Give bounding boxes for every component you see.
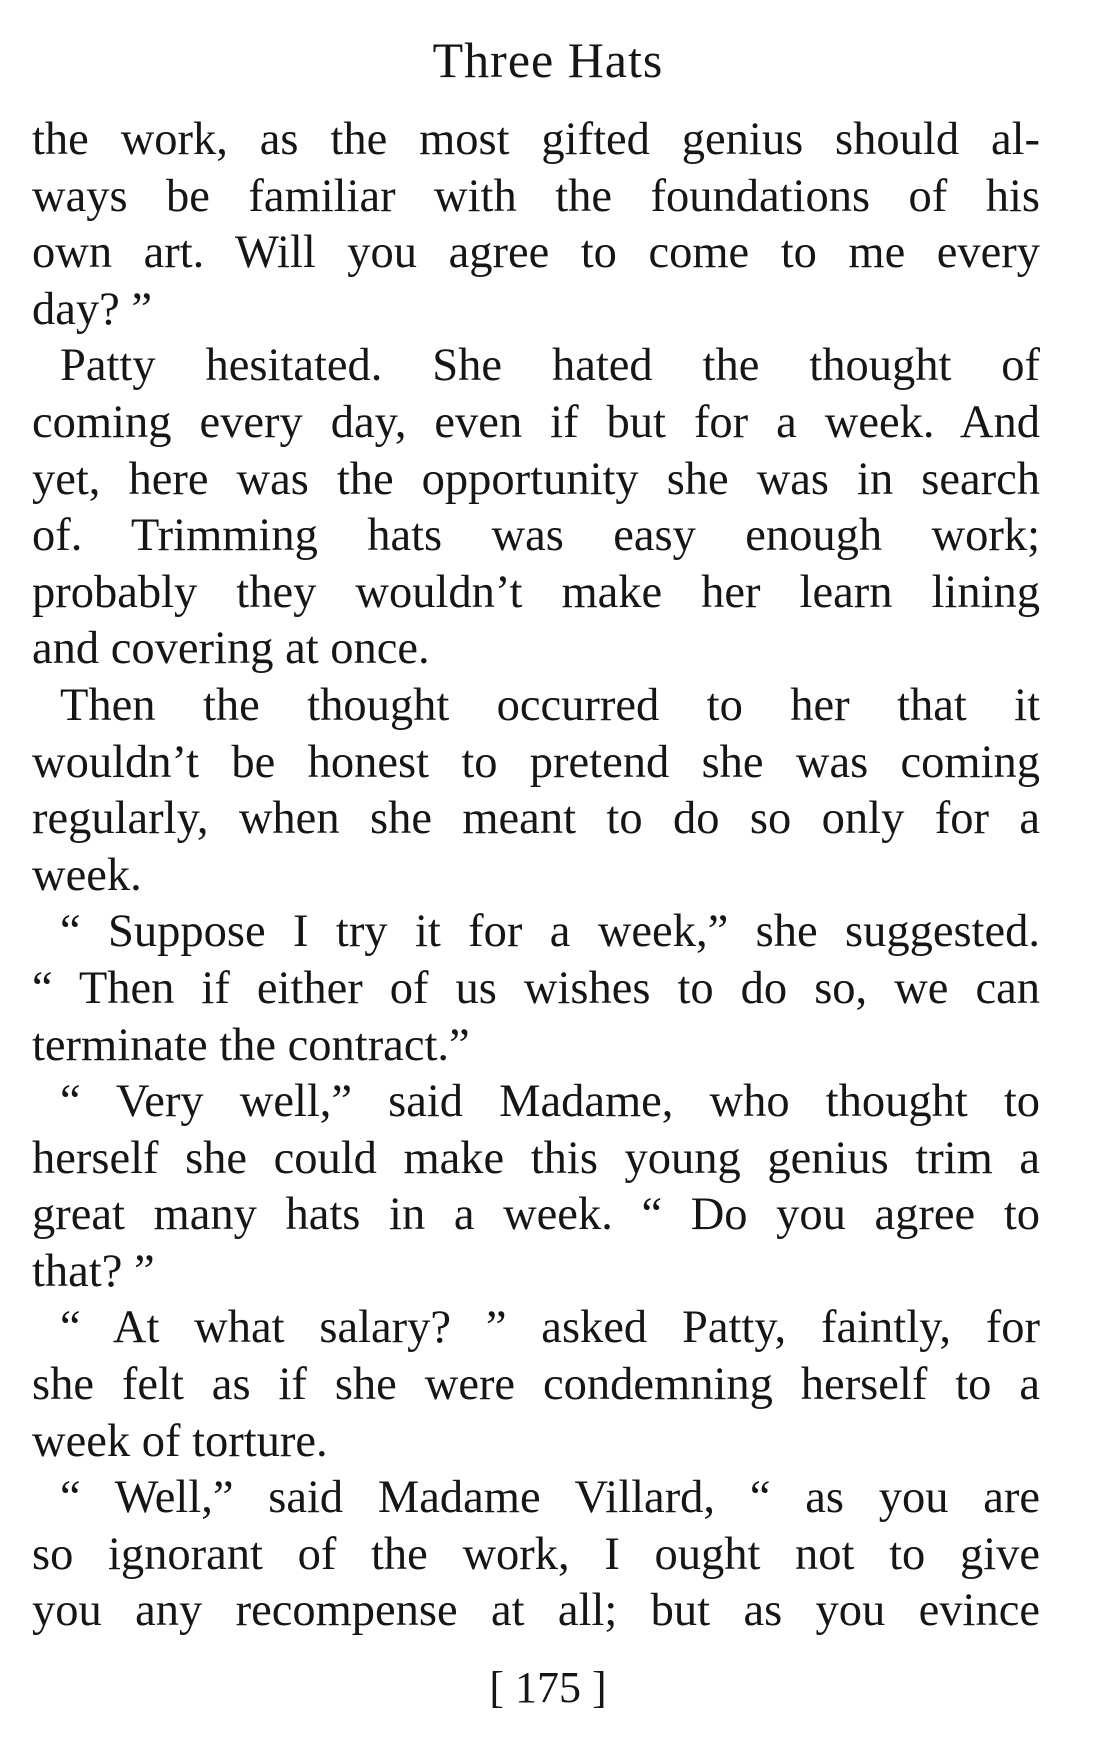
body-text bbox=[32, 112, 1040, 1640]
text-line: own art. Will you agree to come to me every bbox=[32, 227, 1040, 279]
text-line: week of torture. bbox=[32, 1415, 328, 1467]
text-line: of. Trimming hats was easy enough work; bbox=[32, 510, 1040, 562]
running-head: Three Hats bbox=[432, 32, 664, 88]
text-line: week. bbox=[32, 849, 142, 901]
text-line: yet, here was the opportunity she was in search bbox=[32, 453, 1040, 505]
text-line: you any recompense at all; but as you evince bbox=[32, 1585, 1040, 1637]
text-line: she felt as if she were condemning herself to a bbox=[32, 1359, 1040, 1411]
text-line: “ Very well,” said Madame, who thought to bbox=[60, 1076, 1040, 1128]
text-line: wouldn’t be honest to pretend she was coming bbox=[32, 736, 1040, 788]
text-line: the work, as the most gifted genius should al- bbox=[32, 114, 1040, 165]
text-line: terminate the contract.” bbox=[32, 1019, 470, 1071]
text-line: “ Then if either of us wishes to do so, we can bbox=[32, 962, 1040, 1014]
text-line: so ignorant of the work, I ought not to give bbox=[32, 1528, 1040, 1580]
text-line: Patty hesitated. She hated the thought of bbox=[60, 340, 1040, 392]
text-line: coming every day, even if but for a week. And bbox=[32, 396, 1040, 448]
text-line: and covering at once. bbox=[32, 623, 430, 675]
text-line: regularly, when she meant to do so only for a bbox=[32, 793, 1040, 845]
text-line: ways be familiar with the foundations of his bbox=[32, 170, 1040, 222]
text-line: “ At what salary? ” asked Patty, faintly, for bbox=[60, 1302, 1040, 1354]
text-line: great many hats in a week. “ Do you agree to bbox=[32, 1189, 1040, 1241]
text-line: probably they wouldn’t make her learn lining bbox=[32, 566, 1040, 618]
text-line: herself she could make this young genius trim a bbox=[32, 1132, 1040, 1184]
text-line: day? ” bbox=[32, 283, 153, 335]
text-line: that? ” bbox=[32, 1245, 155, 1297]
text-line: “ Suppose I try it for a week,” she suggested. bbox=[60, 906, 1040, 958]
text-line: “ Well,” said Madame Villard, “ as you are bbox=[60, 1472, 1040, 1524]
page-number: [ 175 ] bbox=[489, 1663, 607, 1712]
text-line: Then the thought occurred to her that it bbox=[60, 679, 1040, 731]
